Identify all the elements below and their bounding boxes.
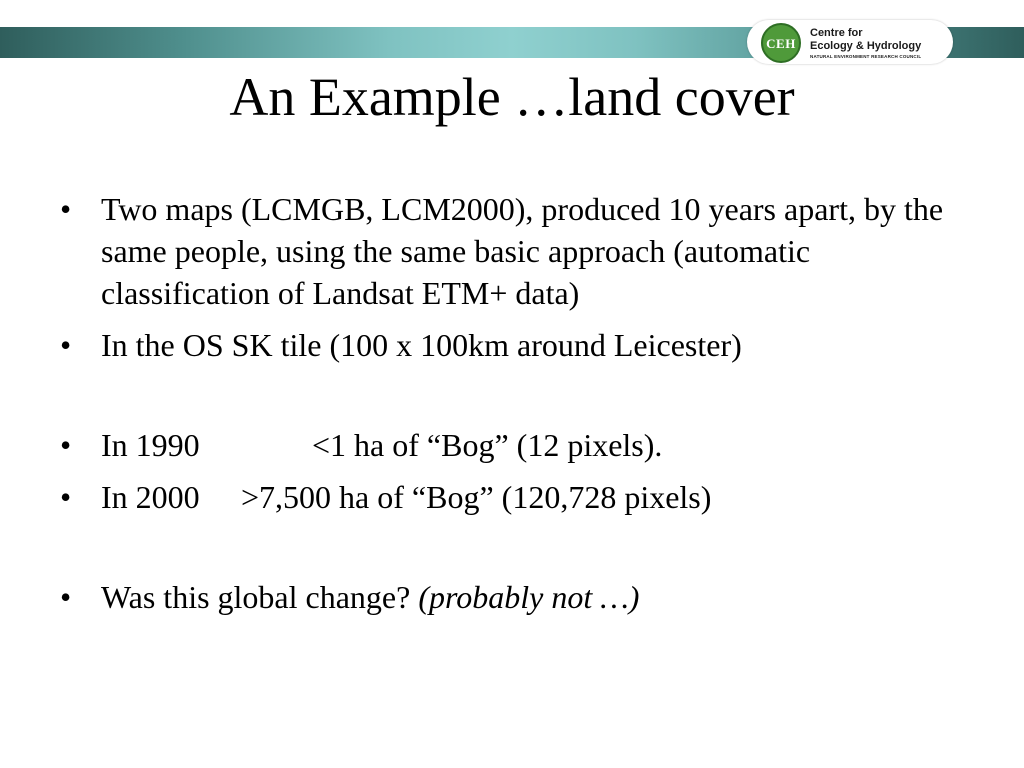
bullet-text: Two maps (LCMGB, LCM2000), produced 10 years apart, by the same people, using the same basic approach (automatic classification of Landsat ETM+ data): [101, 191, 944, 311]
slide-title: An Example …land cover: [229, 67, 795, 127]
bullet-italic-text: (probably not …): [418, 579, 640, 615]
bullet-dot-icon: •: [60, 427, 72, 463]
bullet-year: In 1990: [101, 427, 200, 463]
bullet-list: [60, 188, 960, 618]
logo-text-line3: NATURAL ENVIRONMENT RESEARCH COUNCIL: [810, 54, 922, 59]
bullet-text: <1 ha of “Bog” (12 pixels).: [312, 427, 663, 463]
ceh-logo-icon: [761, 23, 801, 63]
logo-text-line1: Centre for: [810, 27, 863, 39]
bullet-item: [60, 576, 960, 618]
bullet-item: [60, 476, 960, 518]
bullet-text: Was this global change?: [101, 579, 419, 615]
bullet-dot-icon: •: [60, 327, 72, 363]
bullet-dot-icon: •: [60, 479, 72, 515]
bullet-item: [60, 424, 960, 466]
bullet-item: [60, 188, 960, 314]
bullet-dot-icon: •: [60, 579, 72, 615]
logo-text-line2: Ecology & Hydrology: [810, 40, 922, 52]
bullet-item: [60, 324, 960, 366]
bullet-dot-icon: •: [60, 191, 72, 227]
bullet-year: In 2000: [101, 479, 200, 515]
logo-initials: CEH: [766, 36, 796, 51]
bullet-text: >7,500 ha of “Bog” (120,728 pixels): [241, 479, 712, 515]
bullet-text: In the OS SK tile (100 x 100km around Leicester): [101, 327, 742, 363]
